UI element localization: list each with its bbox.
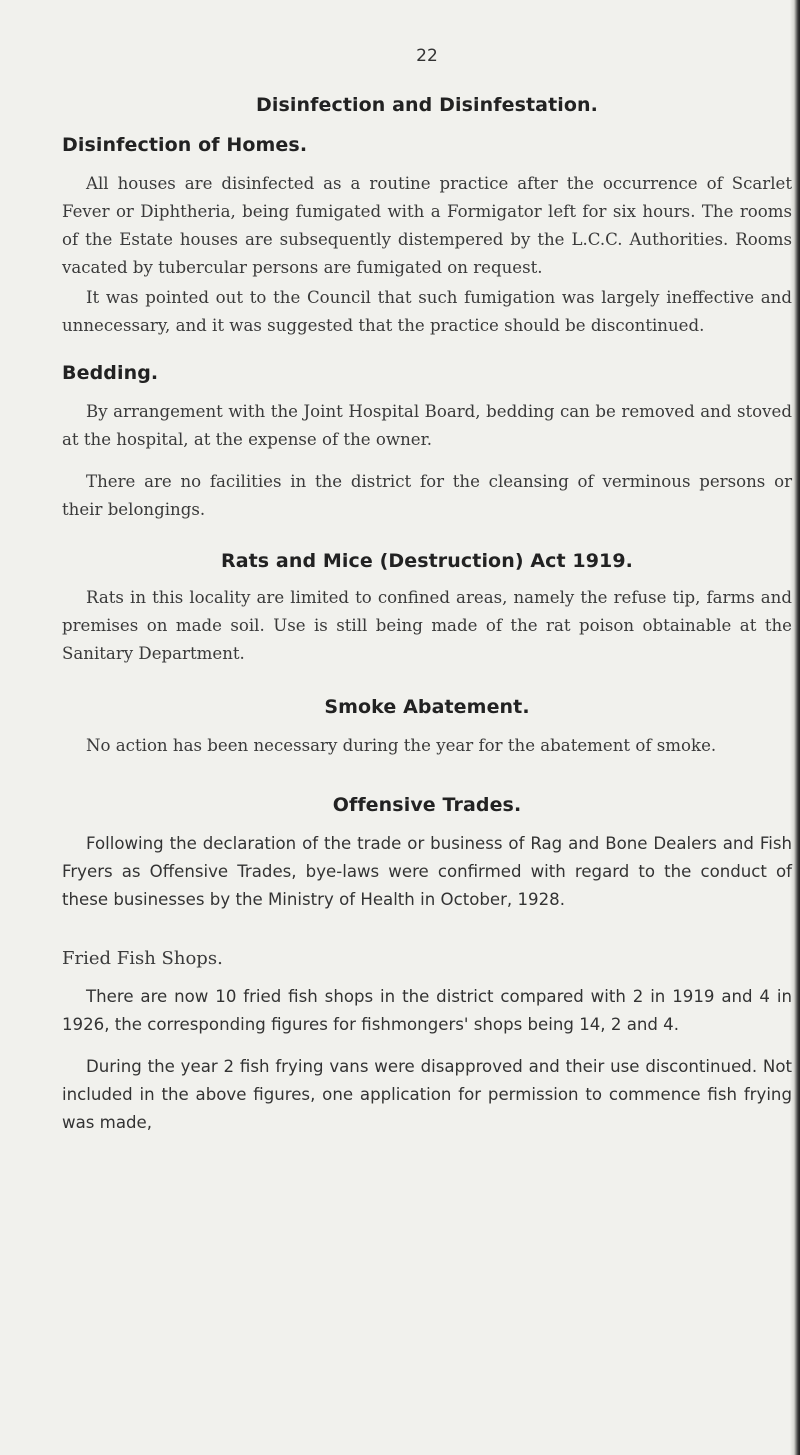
- paragraph-rats-1: Rats in this locality are limited to confined areas, namely the refuse tip, farms and premises on made soil. Use is still being made of the rat poison obtainable at the Sanitary Department.: [62, 588, 792, 663]
- page-number: 22: [416, 46, 438, 66]
- paragraph-bedding-1: By arrangement with the Joint Hospital Board, bedding can be removed and stoved at the hospital, at the expense of the owner.: [62, 402, 792, 449]
- paragraph-homes-1: All houses are disinfected as a routine practice after the occurrence of Scarlet Fever or Diphtheria, being fumigated with a Formigator left for six hours. The rooms of the Estate houses are subsequently distempered by the L.C.C. Authorities. Rooms vacated by tubercular persons are fumigated on request.: [62, 174, 792, 277]
- document-page: [62, 46, 792, 1137]
- paragraph-homes-2: It was pointed out to the Council that such fumigation was largely ineffective and unnecessary, and it was suggested that the practice should be discontinued.: [62, 288, 792, 335]
- section-heading-rats: Rats and Mice (Destruction) Act 1919.: [220, 550, 634, 572]
- paragraph-fish-1: There are now 10 fried fish shops in the district compared with 2 in 1919 and 4 in 1926, the corresponding figures for fishmongers' shops being 14, 2 and 4.: [62, 987, 792, 1034]
- section-heading-homes: Disinfection of Homes.: [62, 134, 308, 156]
- paragraph-offensive-1: Following the declaration of the trade or business of Rag and Bone Dealers and Fish Fryers as Offensive Trades, bye-laws were confirmed with regard to the conduct of these businesses by the Ministry of Health in October, 1928.: [62, 834, 792, 909]
- paragraph-bedding-2: There are no facilities in the district for the cleansing of verminous persons or their belongings.: [62, 472, 792, 519]
- paragraph-smoke-1: No action has been necessary during the year for the abatement of smoke.: [86, 736, 717, 755]
- paragraph-fish-2: During the year 2 fish frying vans were disapproved and their use discontinued. Not included in the above figures, one application for permission to commence fish frying was made,: [62, 1057, 792, 1132]
- section-heading-smoke: Smoke Abatement.: [324, 696, 530, 718]
- section-heading-offensive: Offensive Trades.: [332, 794, 522, 816]
- section-heading-bedding: Bedding.: [62, 362, 159, 384]
- section-heading-fish: Fried Fish Shops.: [62, 948, 223, 969]
- page-title: Disinfection and Disinfestation.: [256, 94, 598, 116]
